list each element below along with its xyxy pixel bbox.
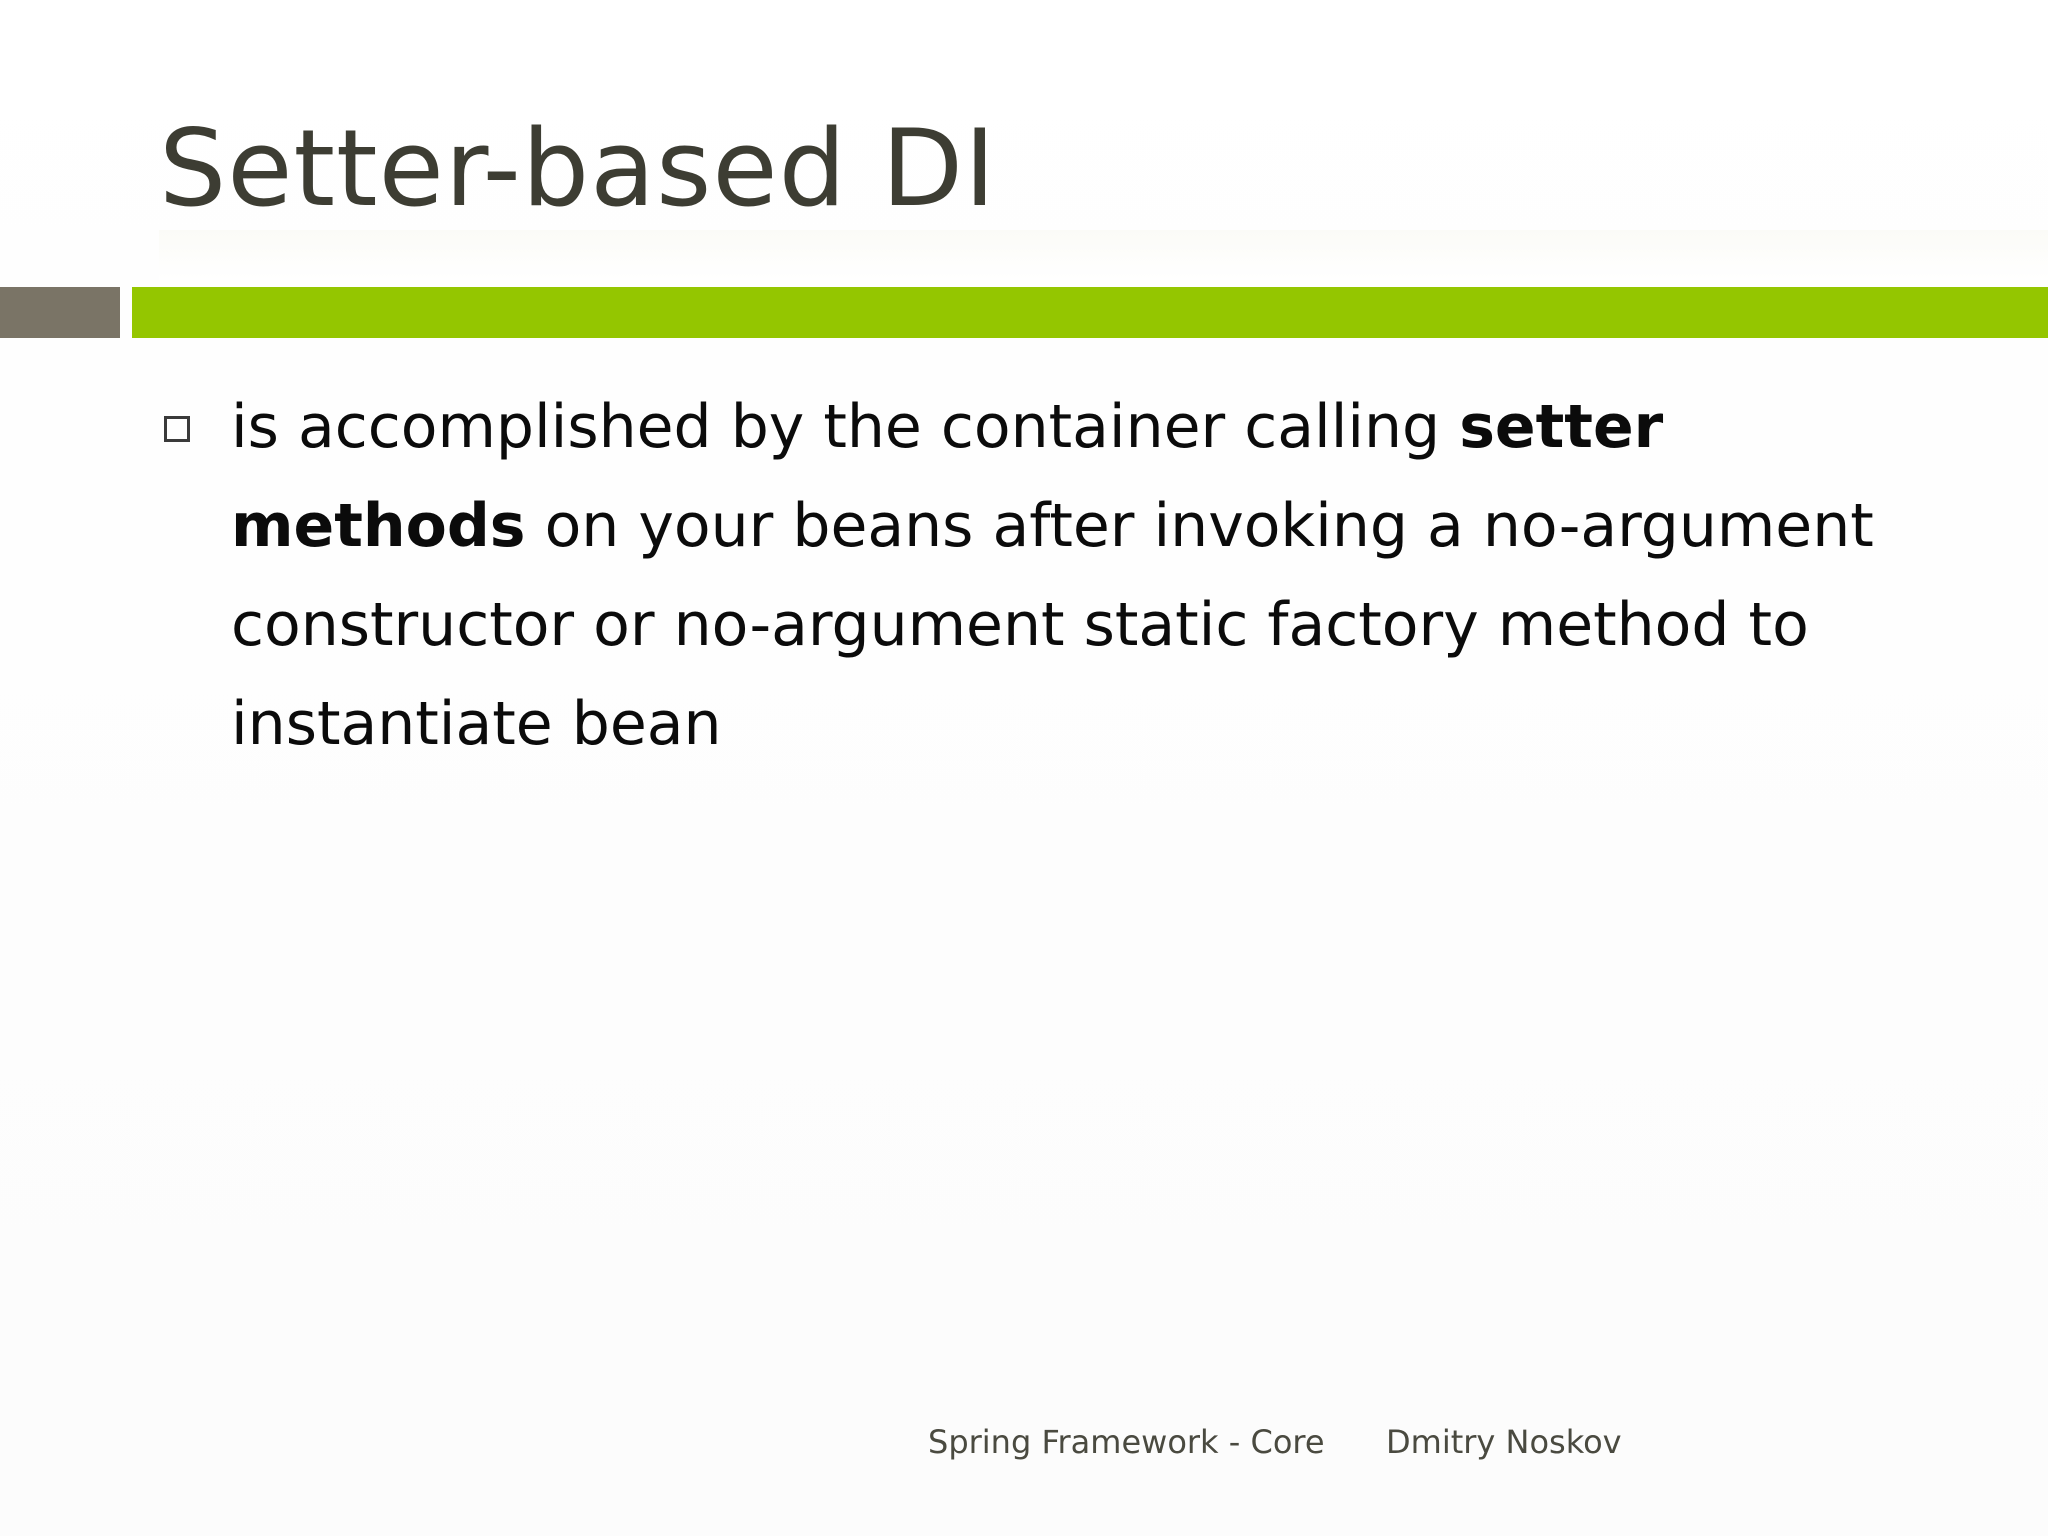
bullet-list: [160, 378, 1920, 774]
bullet-text-segment: is accomplished by the container calling: [231, 392, 1460, 462]
bullet-item: [160, 378, 1920, 774]
footer-author: Dmitry Noskov: [1386, 1423, 1622, 1461]
footer-course: Spring Framework - Core: [928, 1423, 1325, 1461]
accent-bar-gray: [0, 287, 120, 338]
bullet-text-bold-segment: setter methods: [231, 392, 1664, 561]
hollow-square-bullet-icon: [164, 416, 190, 442]
accent-bar-green: [132, 287, 2048, 338]
title-underlay: [159, 230, 2048, 280]
bullet-text-segment: on your beans after invoking a no-argument constructor or no-argument static factory method to instantiate bean: [231, 491, 1874, 759]
slide-title: Setter-based DI: [159, 107, 997, 230]
